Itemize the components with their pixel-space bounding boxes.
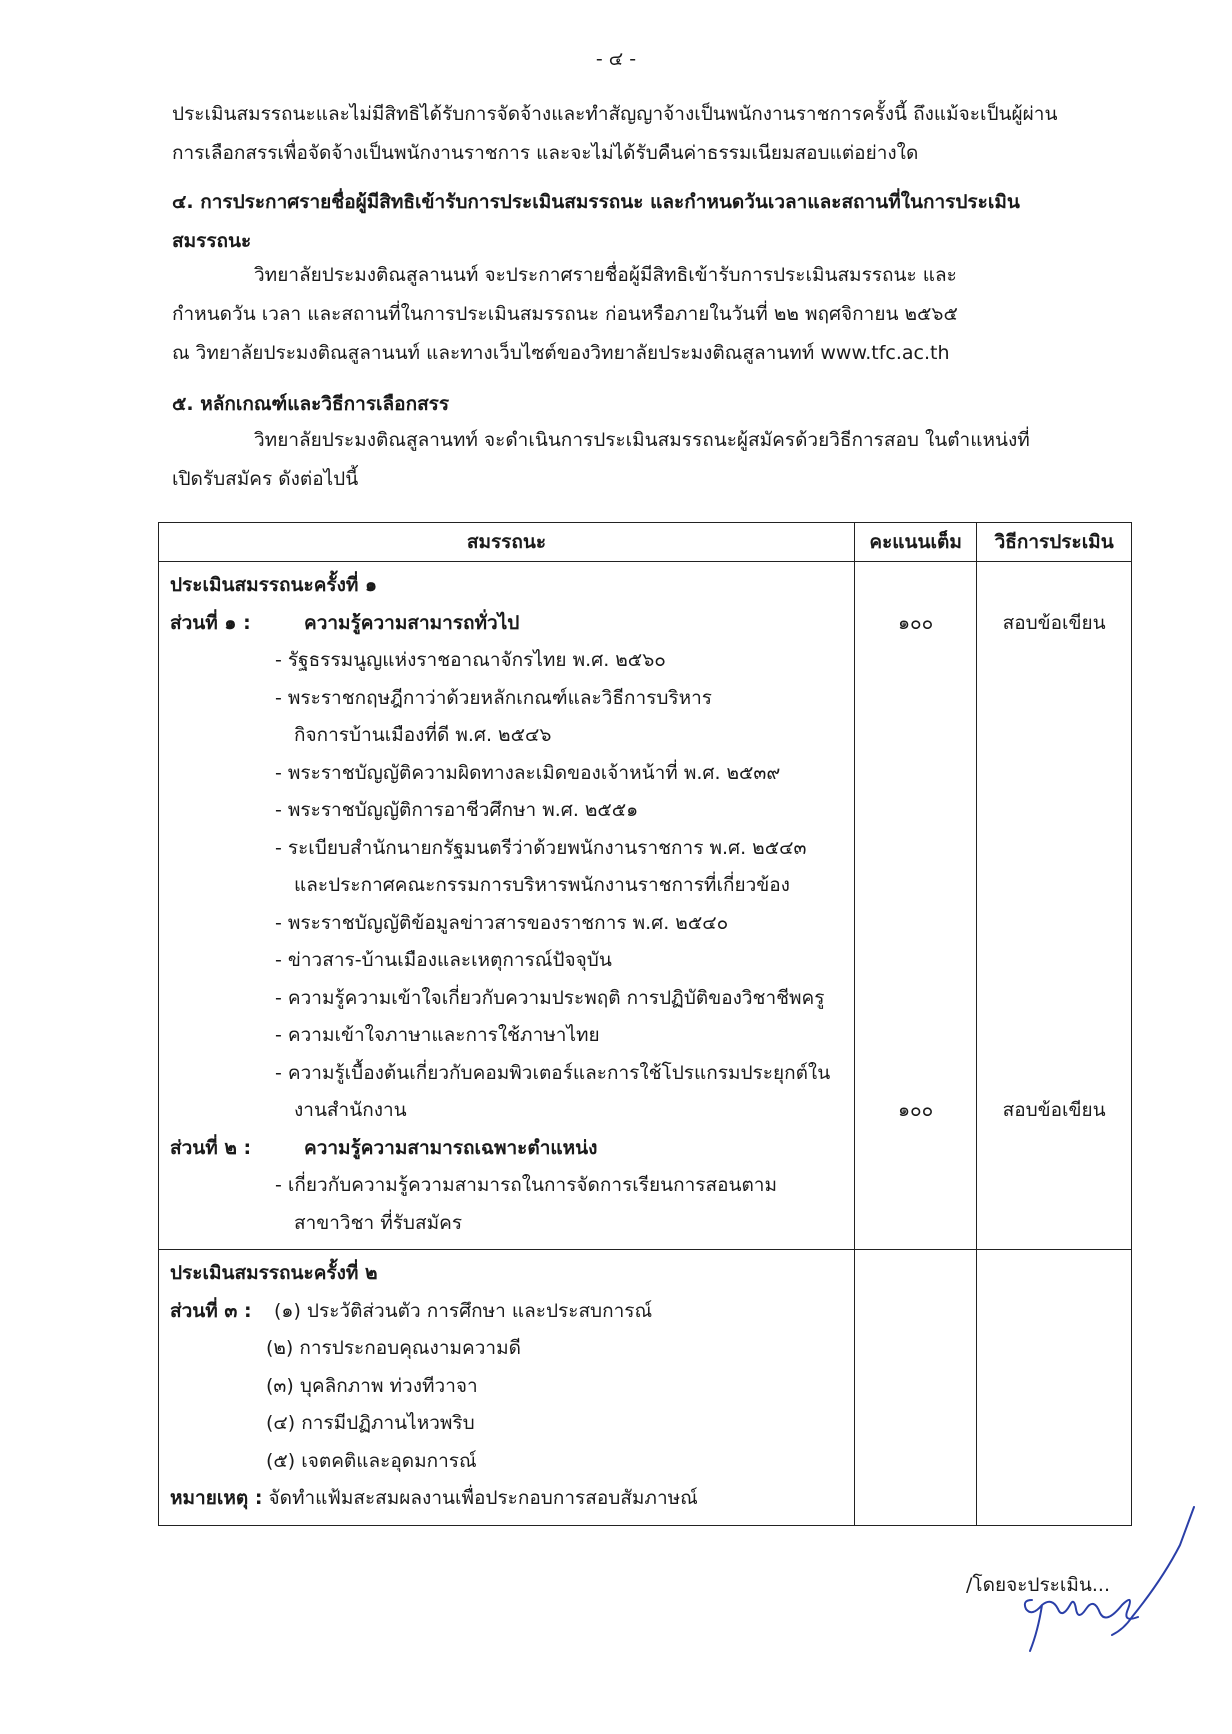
list-item: - ความรู้ความเข้าใจเกี่ยวกับความประพฤติ การปฏิบัติของวิชาชีพครู bbox=[275, 986, 825, 1009]
header-full-score: คะแนนเต็ม bbox=[854, 523, 976, 562]
list-item: (๒) การประกอบคุณงามความดี bbox=[266, 1337, 521, 1359]
intro-paragraph bbox=[172, 95, 1072, 173]
part-3-label: ส่วนที่ ๓ : bbox=[170, 1299, 252, 1322]
section-4-body bbox=[172, 256, 1072, 373]
section-5-body bbox=[172, 421, 1072, 499]
intro-line: การเลือกสรรเพื่อจัดจ้างเป็นพนักงานราชการ และจะไม่ได้รับคืนค่าธรรมเนียมสอบแต่อย่างใด bbox=[172, 142, 919, 164]
list-item-continuation: กิจการบ้านเมืองที่ดี พ.ศ. ๒๕๔๖ bbox=[294, 724, 552, 746]
list-item-continuation: งานสำนักงาน bbox=[294, 1099, 407, 1121]
round-2-title: ประเมินสมรรถนะครั้งที่ ๒ bbox=[170, 1262, 378, 1284]
round-2-method-cell bbox=[977, 1250, 1132, 1526]
part-2-score: ๑๐๐ bbox=[897, 1099, 934, 1121]
table-header-row bbox=[159, 523, 1132, 562]
list-item: - พระราชบัญญัติความผิดทางละเมิดของเจ้าหน้าที่ พ.ศ. ๒๕๓๙ bbox=[275, 761, 781, 784]
list-item-continuation: และประกาศคณะกรรมการบริหารพนักงานราชการที่เกี่ยวข้อง bbox=[294, 874, 790, 896]
part-1-title: ความรู้ความสามารถทั่วไป bbox=[304, 611, 520, 634]
table-row bbox=[159, 562, 1132, 1250]
list-item: - พระราชบัญญัติการอาชีวศึกษา พ.ศ. ๒๕๕๑ bbox=[275, 799, 639, 821]
list-item: - พระราชกฤษฎีกาว่าด้วยหลักเกณฑ์และวิธีการบริหาร bbox=[275, 686, 713, 709]
section-4-body-line: ณ วิทยาลัยประมงติณสูลานนท์ และทางเว็บไซต์ของวิทยาลัยประมงติณสูลานทท์ www.tfc.ac.th bbox=[172, 342, 950, 364]
list-item: - ข่าวสาร-บ้านเมืองและเหตุการณ์ปัจจุบัน bbox=[275, 949, 612, 971]
list-item: (๓) บุคลิกภาพ ท่วงทีวาจา bbox=[266, 1374, 478, 1397]
round-1-score-cell bbox=[854, 562, 976, 1250]
header-competency: สมรรถนะ bbox=[159, 523, 855, 562]
part-2-title: ความรู้ความสามารถเฉพาะตำแหน่ง bbox=[304, 1136, 598, 1159]
list-item: (๕) เจตคติและอุดมการณ์ bbox=[266, 1449, 477, 1472]
competency-table bbox=[158, 522, 1132, 1526]
part-3-header bbox=[170, 1293, 843, 1331]
list-item: (๔) การมีปฏิภานไหวพริบ bbox=[266, 1412, 475, 1434]
part-2-method: สอบข้อเขียน bbox=[1002, 1099, 1106, 1121]
continuation-text: /โดยจะประเมิน... bbox=[966, 1574, 1111, 1596]
header-method: วิธีการประเมิน bbox=[977, 523, 1132, 562]
round-1-title: ประเมินสมรรถนะครั้งที่ ๑ bbox=[170, 574, 378, 596]
list-item-continuation: สาขาวิชา ที่รับสมัคร bbox=[294, 1211, 463, 1234]
section-4-body-line: วิทยาลัยประมงติณสูลานนท์ จะประกาศรายชื่อผู้มีสิทธิเข้ารับการประเมินสมรรถนะ และ bbox=[254, 264, 957, 286]
round-1-cell bbox=[159, 562, 855, 1250]
list-item: - ระเบียบสำนักนายกรัฐมนตรีว่าด้วยพนักงานราชการ พ.ศ. ๒๕๔๓ bbox=[275, 836, 807, 859]
note-text: จัดทำแฟ้มสะสมผลงานเพื่อประกอบการสอบสัมภาษณ์ bbox=[268, 1487, 698, 1509]
list-item: - ความรู้เบื้องต้นเกี่ยวกับคอมพิวเตอร์และการใช้โปรแกรมประยุกต์ใน bbox=[275, 1061, 831, 1084]
part-1-method: สอบข้อเขียน bbox=[1002, 611, 1106, 634]
section-4-body-line: กำหนดวัน เวลา และสถานที่ในการประเมินสมรรถนะ ก่อนหรือภายในวันที่ ๒๒ พฤศจิกายน ๒๕๖๕ bbox=[172, 303, 958, 325]
note-line bbox=[170, 1480, 843, 1518]
list-item: - รัฐธรรมนูญแห่งราชอาณาจักรไทย พ.ศ. ๒๕๖๐ bbox=[275, 649, 666, 671]
list-item: - ความเข้าใจภาษาและการใช้ภาษาไทย bbox=[275, 1024, 600, 1046]
round-2-score-cell bbox=[854, 1250, 976, 1526]
part-2-label: ส่วนที่ ๒ : bbox=[170, 1136, 252, 1159]
list-item: - เกี่ยวกับความรู้ความสามารถในการจัดการเรียนการสอนตาม bbox=[275, 1174, 777, 1196]
section-4-heading-line: ๔. การประกาศรายชื่อผู้มีสิทธิเข้ารับการประเมินสมรรถนะ และกำหนดวันเวลาและสถานที่ในการประเมิน bbox=[172, 191, 1020, 213]
section-5-heading: ๕. หลักเกณฑ์และวิธีการเลือกสรร bbox=[172, 393, 450, 415]
section-4-heading bbox=[172, 183, 1020, 261]
part-1-score: ๑๐๐ bbox=[897, 611, 934, 634]
section-5-body-line: เปิดรับสมัคร ดังต่อไปนี้ bbox=[172, 468, 359, 490]
signature-mark bbox=[1012, 1505, 1212, 1655]
list-item: - พระราชบัญญัติข้อมูลข่าวสารของราชการ พ.ศ. ๒๕๔๐ bbox=[275, 911, 729, 934]
round-1-method-cell bbox=[977, 562, 1132, 1250]
part-3-first-item: (๑) ประวัติส่วนตัว การศึกษา และประสบการณ์ bbox=[274, 1299, 653, 1322]
table-row bbox=[159, 1250, 1132, 1526]
page-number: - ๔ - bbox=[595, 48, 637, 70]
note-label: หมายเหตุ : bbox=[170, 1487, 263, 1509]
intro-line: ประเมินสมรรถนะและไม่มีสิทธิได้รับการจัดจ้างและทำสัญญาจ้างเป็นพนักงานราชการครั้งนี้ ถึงแม้จะเป็นผู้ผ่าน bbox=[172, 103, 1058, 125]
part-1-label: ส่วนที่ ๑ : bbox=[170, 611, 251, 634]
part-1-header bbox=[170, 605, 843, 643]
part-2-header bbox=[170, 1130, 843, 1168]
round-2-cell bbox=[159, 1250, 855, 1526]
section-4-heading-line: สมรรถนะ bbox=[172, 230, 252, 252]
section-5-body-line: วิทยาลัยประมงติณสูลานทท์ จะดำเนินการประเมินสมรรถนะผู้สมัครด้วยวิธีการสอบ ในตำแหน่งที่ bbox=[254, 429, 1030, 451]
